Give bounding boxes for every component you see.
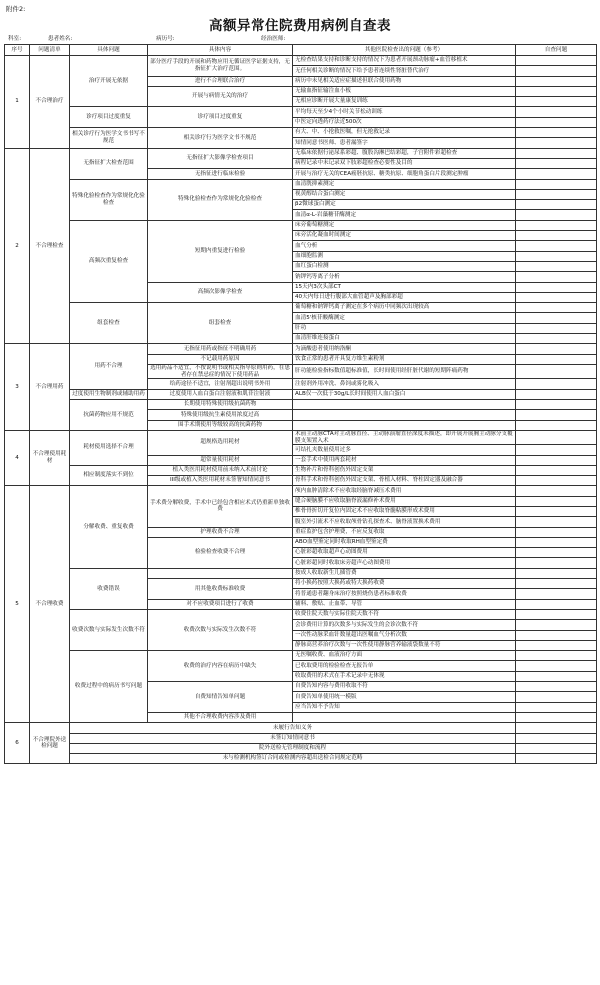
reference-issue: 饮食正常的患者开具复方维生素粉剂 xyxy=(293,354,516,364)
self-check-cell xyxy=(516,517,597,527)
row-category: 不合理治疗 xyxy=(30,56,70,149)
specific-content xyxy=(148,568,293,578)
reference-issue: 15天内3次头部CT xyxy=(293,282,516,292)
reference-issue: ABO血型鉴定同时收取RH血型鉴定费 xyxy=(293,537,516,547)
reference-issue: 为滴酸患者使用纳洛酮 xyxy=(293,344,516,354)
self-check-cell xyxy=(516,743,597,753)
self-check-cell xyxy=(516,241,597,251)
reference-issue: 应当告知不予告知 xyxy=(293,702,516,712)
self-check-cell xyxy=(516,506,597,516)
header-content: 具体内容 xyxy=(148,45,293,56)
reference-issue: 血清胱抑素测定 xyxy=(293,179,516,189)
row-number: 6 xyxy=(5,723,30,764)
self-check-cell xyxy=(516,599,597,609)
row-number: 5 xyxy=(5,486,30,723)
self-check-cell xyxy=(516,445,597,455)
reference-issue: 将小换药按照大换药或特大换药收费 xyxy=(293,579,516,589)
self-check-cell xyxy=(516,354,597,364)
header-reference: 其他医院检查出的问题（参考） xyxy=(293,45,516,56)
row-category: 不合理检查 xyxy=(30,148,70,344)
outsourcing-issue: 院外送检无管理制度和流程 xyxy=(70,743,516,753)
reference-issue: 已收取费用的检验检查无报告单 xyxy=(293,661,516,671)
specific-content: 高频次影像学检查 xyxy=(148,282,293,303)
reference-issue: 可结扎夹数量使用过多 xyxy=(293,445,516,455)
reference-issue: 按成人收取新生儿插管费 xyxy=(293,568,516,578)
specific-content: 收费的治疗内容在病历中缺失 xyxy=(148,651,293,682)
table-row xyxy=(5,128,597,138)
row-category: 不合理用药 xyxy=(30,344,70,430)
reference-issue: 静脉高营养治疗次数与一次性使用静脉营养输液袋数量不符 xyxy=(293,640,516,650)
row-number: 1 xyxy=(5,56,30,149)
reference-issue: 颅内血肿清除术不应收取经脑脊减压术费用 xyxy=(293,486,516,496)
reference-issue: 会诊费用计算的次数多与实际发生的会诊次数不符 xyxy=(293,620,516,630)
self-check-cell xyxy=(516,210,597,220)
reference-issue: 平均每天至少4个小时关节松动训练 xyxy=(293,107,516,117)
self-check-cell xyxy=(516,568,597,578)
self-check-cell xyxy=(516,640,597,650)
self-check-cell xyxy=(516,379,597,389)
self-check-cell xyxy=(516,117,597,127)
reference-issue: 中医定向透药疗法近500次 xyxy=(293,117,516,127)
table-row xyxy=(5,389,597,399)
table-row xyxy=(5,220,597,230)
specific-problem: 耗材使用选择不合理 xyxy=(70,430,148,465)
specific-problem: 治疗开展无依据 xyxy=(70,56,148,107)
specific-content: 无指征用药或指征不明确用药 xyxy=(148,344,293,354)
header-self-check: 自查问题 xyxy=(516,45,597,56)
reference-issue xyxy=(293,420,516,430)
reference-issue: 重症监护包含护理费，不应反复收取 xyxy=(293,527,516,537)
specific-content: 部分医疗手段的开展和药物应用无循证医学证据支持，无指征扩大治疗范围。 xyxy=(148,56,293,77)
self-check-cell xyxy=(516,334,597,344)
specific-content: 组套检查 xyxy=(148,303,293,344)
reference-issue: 床旁活化凝血时间测定 xyxy=(293,231,516,241)
reference-issue: 病历中未见相关适应症描述但联合使用药物 xyxy=(293,76,516,86)
specific-problem: 抗菌药物应用不规范 xyxy=(70,399,148,430)
self-check-cell xyxy=(516,527,597,537)
specific-problem: 收费过程中的病历书写问题 xyxy=(70,651,148,723)
reference-issue: 无检查结果支持和诊断支持的情况下为患者开展颈动脉瘤+血管移植术 xyxy=(293,56,516,66)
self-check-cell xyxy=(516,148,597,158)
reference-issue: 血红蛋白检测 xyxy=(293,261,516,271)
header-problem: 具体问题 xyxy=(70,45,148,56)
specific-problem: 收费错误 xyxy=(70,568,148,609)
row-number: 2 xyxy=(5,148,30,344)
reference-issue: 将普通患者翻身床治疗按照烧伤患者标准收费 xyxy=(293,589,516,599)
specific-content: 特殊化验检查作为常规化化验检查 xyxy=(148,179,293,220)
self-check-cell xyxy=(516,169,597,179)
self-check-cell xyxy=(516,97,597,107)
table-row xyxy=(5,733,597,743)
reference-issue: ALB仅一次低于30g/L长时间使用人血白蛋白 xyxy=(293,389,516,399)
reference-issue: 视黄醇结合蛋白测定 xyxy=(293,189,516,199)
self-check-cell xyxy=(516,323,597,333)
reference-issue: 腹室外引流术不应收取颅骨钻孔探查术、脑脊液置换术费用 xyxy=(293,517,516,527)
reference-issue: 心脏彩超收取超声心动图费用 xyxy=(293,548,516,558)
specific-content: 护理收费不合理 xyxy=(148,527,293,537)
self-check-cell xyxy=(516,682,597,692)
specific-problem: 相应制度落实不到位 xyxy=(70,465,148,486)
specific-content: 开展与病情无关的治疗 xyxy=(148,86,293,107)
reference-issue: 收取费用的术式在手术记录中无体现 xyxy=(293,671,516,681)
outsourcing-issue: 未履行告知义务 xyxy=(70,723,516,733)
reference-issue: 生物补片和骨科创伤外固定支架 xyxy=(293,465,516,475)
self-check-cell xyxy=(516,661,597,671)
row-category: 不合理院外送检问题 xyxy=(30,723,70,764)
self-check-cell xyxy=(516,465,597,475)
specific-content: III级或植入类医用耗材未签署知情同意书 xyxy=(148,476,293,486)
table-row xyxy=(5,107,597,117)
row-number: 4 xyxy=(5,430,30,486)
self-check-cell xyxy=(516,496,597,506)
self-check-cell xyxy=(516,589,597,599)
table-row xyxy=(5,723,597,733)
reference-issue: β2微球蛋白测定 xyxy=(293,200,516,210)
page-title: 高额异常住院费用病例自查表 xyxy=(209,18,391,34)
self-check-cell xyxy=(516,66,597,76)
specific-content: 相关诊疗行为医学文书不规范 xyxy=(148,128,293,149)
self-check-cell xyxy=(516,158,597,168)
reference-issue: 一次性动脉采血针数量超出医嘱血气分析次数 xyxy=(293,630,516,640)
self-check-cell xyxy=(516,609,597,619)
self-check-cell xyxy=(516,579,597,589)
specific-problem: 用药不合理 xyxy=(70,344,148,389)
reference-issue: 无相应诊断开展大量康复训练 xyxy=(293,97,516,107)
specific-content: 超规格选用耗材 xyxy=(148,430,293,455)
reference-issue: 肝功 xyxy=(293,323,516,333)
reference-issue: 血清α-L-岩藻糖苷酶测定 xyxy=(293,210,516,220)
self-check-cell xyxy=(516,630,597,640)
self-check-cell xyxy=(516,189,597,199)
reference-issue: 无临床依据行泌尿系彩超、腹股沟淋巴结彩超，子宫附件彩超检查 xyxy=(293,148,516,158)
doctor-field: 经治医师: xyxy=(261,36,286,42)
specific-content: 特殊使用级抗生素使用浓度过高 xyxy=(148,410,293,420)
self-check-cell xyxy=(516,76,597,86)
department-field: 科室: xyxy=(8,36,22,42)
self-check-cell xyxy=(516,138,597,148)
reference-issue: 缝合硬脑膜不应收取脑脊液漏修补术费用 xyxy=(293,496,516,506)
reference-issue: 一套手术中使用两套耗材 xyxy=(293,455,516,465)
specific-content: 收费次数与实际发生次数不符 xyxy=(148,609,293,650)
self-check-cell xyxy=(516,712,597,722)
reference-issue: 心脏彩超同时收取床旁超声心动图费用 xyxy=(293,558,516,568)
specific-content: 过度使用人血白蛋白注射液和肌苷注射液 xyxy=(148,389,293,399)
self-check-cell xyxy=(516,220,597,230)
specific-problem: 相关诊疗行为医学文书书写不规范 xyxy=(70,128,148,149)
reference-issue: 病程记录中未记录双下肢彩超检查必要性及目的 xyxy=(293,158,516,168)
self-check-cell xyxy=(516,282,597,292)
table-row xyxy=(5,430,597,444)
specific-content: 不记载用药原因 xyxy=(148,354,293,364)
self-check-cell xyxy=(516,692,597,702)
self-check-cell xyxy=(516,399,597,409)
self-check-cell xyxy=(516,231,597,241)
specific-content: 超常量使用耗材 xyxy=(148,455,293,465)
self-check-cell xyxy=(516,313,597,323)
specific-content: 检验检查收费不合理 xyxy=(148,537,293,568)
table-row xyxy=(5,743,597,753)
patient-name-field: 患者姓名: xyxy=(48,36,73,42)
self-check-cell xyxy=(516,723,597,733)
self-check-cell xyxy=(516,410,597,420)
reference-issue: 自费告知内容与费用收取不符 xyxy=(293,682,516,692)
table-body xyxy=(5,56,597,764)
specific-content: 自费知情告知单问题 xyxy=(148,682,293,713)
table-row xyxy=(5,303,597,313)
self-check-cell xyxy=(516,702,597,712)
self-check-cell xyxy=(516,486,597,496)
specific-problem: 无指征扩大检查范围 xyxy=(70,148,148,179)
reference-issue xyxy=(293,410,516,420)
specific-content: 植入类医用耗材使用前未纳入术前讨论 xyxy=(148,465,293,475)
self-check-cell xyxy=(516,364,597,378)
self-check-cell xyxy=(516,651,597,661)
specific-problem: 特殊化验检查作为常规化化验检查 xyxy=(70,179,148,220)
reference-issue: 钠钾钙等离子分析 xyxy=(293,272,516,282)
self-check-cell xyxy=(516,620,597,630)
specific-problem: 过度使用生物制剂或辅助用药 xyxy=(70,389,148,399)
reference-issue: 床旁葡萄糖测定 xyxy=(293,220,516,230)
self-check-cell xyxy=(516,733,597,743)
reference-issue: 血清5'核苷酸酶测定 xyxy=(293,313,516,323)
reference-issue: 辅料、敷贴、止血带、导管 xyxy=(293,599,516,609)
reference-issue: 自费告知单使用统一模版 xyxy=(293,692,516,702)
self-check-cell xyxy=(516,455,597,465)
reference-issue xyxy=(293,399,516,409)
outsourcing-issue: 未与检测机构签订合同或检测内容超出送检合同规定范畴 xyxy=(70,754,516,764)
specific-problem: 组套检查 xyxy=(70,303,148,344)
reference-issue: 知情同意书医师、患者漏签字 xyxy=(293,138,516,148)
table-row xyxy=(5,754,597,764)
reference-issue: 无任何相关诊断的情况下给予患者连续性肾脏替代治疗 xyxy=(293,66,516,76)
self-check-cell xyxy=(516,179,597,189)
reference-issue: 肝功能检验指标数值超标准值，长时间使用经肝脏代谢的短期阵痛药物 xyxy=(293,364,516,378)
table-row xyxy=(5,651,597,661)
table-row xyxy=(5,568,597,578)
self-check-cell xyxy=(516,251,597,261)
self-check-cell xyxy=(516,476,597,486)
reference-issue: 血清肝维连接蛋白 xyxy=(293,334,516,344)
reference-issue: 椎骨骨折切开复位内固定术不应收取脊髓粘膜形成术费用 xyxy=(293,506,516,516)
self-check-cell xyxy=(516,86,597,96)
self-check-cell xyxy=(516,272,597,282)
annex-label: 附件2: xyxy=(6,5,26,13)
reference-issue: 骨科手术和骨科创伤外固定支架、骨植入材料、脊柱固定器及融合器 xyxy=(293,476,516,486)
self-check-cell xyxy=(516,344,597,354)
table-row xyxy=(5,486,597,496)
specific-content: 选用药品不适宜，不按说明书或相关指导原则用药，在患者存在禁忌症的情况下使用药品 xyxy=(148,364,293,378)
self-check-cell xyxy=(516,754,597,764)
specific-content: 进行不合理联合治疗 xyxy=(148,76,293,86)
self-check-cell xyxy=(516,548,597,558)
specific-problem: 分解收费、重复收费 xyxy=(70,486,148,568)
record-no-field: 病历号: xyxy=(156,36,175,42)
specific-problem: 诊疗项目过度重复 xyxy=(70,107,148,128)
self-check-cell xyxy=(516,303,597,313)
reference-issue: 开展与治疗无关的CEA癌胚抗原、糖类抗原、细胞角蛋白片段测定肿瘤 xyxy=(293,169,516,179)
row-category: 不合理收费 xyxy=(30,486,70,723)
table-row xyxy=(5,609,597,619)
table-row xyxy=(5,179,597,189)
specific-content: 围手术期使用等级较高的抗菌药物 xyxy=(148,420,293,430)
specific-content: 给药途径不适宜，注射剂超出说明书外用 xyxy=(148,379,293,389)
specific-content: 短期内重复进行检验 xyxy=(148,220,293,282)
specific-content: 对不应收费项目进行了收费 xyxy=(148,599,293,609)
reference-issue: 有大、中、小抢救医嘱，但无抢救记录 xyxy=(293,128,516,138)
table-header-row xyxy=(5,45,597,56)
specific-content: 诊疗项目过度重复 xyxy=(148,107,293,128)
specific-content: 无指征扩大影像学检查项目 xyxy=(148,148,293,169)
reference-issue: 血细胞监测 xyxy=(293,251,516,261)
row-number: 3 xyxy=(5,344,30,430)
table-row xyxy=(5,399,597,409)
reference-issue xyxy=(293,712,516,722)
reference-issue: 无医嘱收费、血液治疗方面 xyxy=(293,651,516,661)
table-row xyxy=(5,56,597,66)
table-row xyxy=(5,148,597,158)
table-row xyxy=(5,465,597,475)
self-check-cell xyxy=(516,420,597,430)
header-no: 序号 xyxy=(5,45,30,56)
reference-issue: 葡萄糖和钠钾钙离子测定在多个病历中同频次出现较高 xyxy=(293,303,516,313)
reference-issue: 收费住院天数与实际住院天数不符 xyxy=(293,609,516,619)
specific-content: 无指征进行临床检验 xyxy=(148,169,293,179)
self-check-cell xyxy=(516,56,597,66)
self-check-cell xyxy=(516,128,597,138)
reference-issue: 无输血指征输注血小板 xyxy=(293,86,516,96)
self-check-cell xyxy=(516,200,597,210)
self-check-cell xyxy=(516,430,597,444)
specific-content: 手术费分解收费，手术中已经包含相应术式仍重新单独收费 xyxy=(148,486,293,527)
reference-issue: 血气分析 xyxy=(293,241,516,251)
self-check-cell xyxy=(516,558,597,568)
table-row xyxy=(5,344,597,354)
self-check-cell xyxy=(516,671,597,681)
self-check-cell xyxy=(516,537,597,547)
self-check-cell xyxy=(516,261,597,271)
specific-content: 长期使用特殊使用级抗菌药物 xyxy=(148,399,293,409)
row-category: 不合理使用耗材 xyxy=(30,430,70,486)
specific-content: 用其他收费标准收费 xyxy=(148,579,293,600)
specific-problem: 高频次重复检查 xyxy=(70,220,148,302)
outsourcing-issue: 未签订知情同意书 xyxy=(70,733,516,743)
self-check-cell xyxy=(516,107,597,117)
self-check-cell xyxy=(516,389,597,399)
self-check-table xyxy=(4,44,597,764)
self-check-cell xyxy=(516,292,597,302)
reference-issue: 注射剂外用冲洗、鼻饲或雾化吸入 xyxy=(293,379,516,389)
header-category: 问题清单 xyxy=(30,45,70,56)
specific-content: 其他不合理收费内容涉及费用 xyxy=(148,712,293,722)
reference-issue: 40天内每日进行腹部大血管超声及胸部彩超 xyxy=(293,292,516,302)
specific-problem: 收费次数与实际发生次数不符 xyxy=(70,609,148,650)
reference-issue: 术前主动脉CTA对主动脉直径、主动脉演瘤直径深度未描述，即开展开展胸主动脉分支覆膜支架置入术 xyxy=(293,430,516,444)
